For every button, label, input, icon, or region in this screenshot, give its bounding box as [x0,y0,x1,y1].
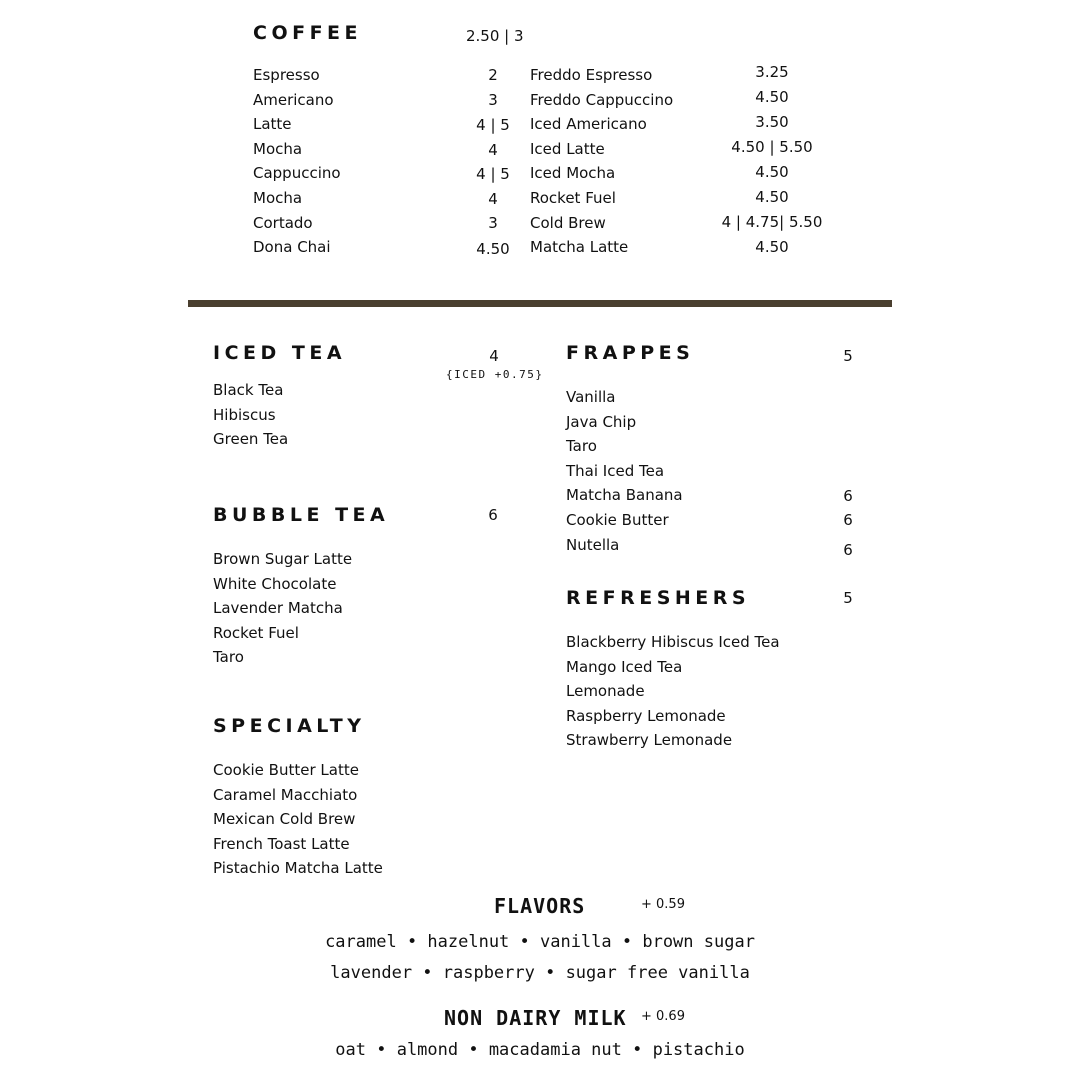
item-price: 4.50 [755,88,789,106]
list-item: Black Tea [213,381,284,399]
list-item: Iced Americano [530,115,647,134]
list-item: Latte [253,115,292,134]
flavors-heading: FLAVORS [494,894,586,918]
frappes-price: 5 [843,347,853,365]
item-price: 3 [488,91,498,109]
list-item: Mocha [253,189,303,207]
bubble-tea-price: 6 [488,506,498,524]
coffee-header-price: 2.50 | 3 [466,27,524,45]
iced-tea-price: 4 [489,347,499,365]
coffee-left-prices [463,66,523,276]
list-item: Mexican Cold Brew [213,810,356,829]
refreshers-price: 5 [843,589,853,607]
item-price: 4 | 4.75| 5.50 [721,213,823,231]
item-price: 6 [843,541,853,559]
coffee-heading: COFFEE [253,22,363,44]
list-item: Pistachio Matcha Latte [213,859,383,878]
flavors-line-1: caramel • hazelnut • vanilla • brown sugar [325,932,755,952]
list-item: Green Tea [213,430,289,449]
item-price: 4 | 5 [476,165,510,183]
list-item: Raspberry Lemonade [566,706,726,725]
list-item: Freddo Espresso [530,66,653,84]
item-price: 4.50 [755,188,789,206]
item-price: 4 [488,190,498,208]
list-item: Nutella [566,535,620,554]
list-item: Americano [253,90,334,109]
frappes-list [566,388,766,558]
item-price: 3.25 [755,63,789,81]
item-price: 3 [488,214,498,232]
list-item: French Toast Latte [213,834,350,853]
list-item: Brown Sugar Latte [213,550,353,568]
item-price: 4.50 [755,238,789,256]
frappes-heading: FRAPPES [566,342,695,364]
item-price: 4.50 [476,240,510,258]
list-item: Dona Chai [253,238,331,257]
list-item: Lemonade [566,682,645,701]
item-price: 4 [488,141,498,159]
section-divider [188,300,892,307]
refreshers-list [566,633,826,763]
bubble-tea-list [213,550,433,680]
list-item: Vanilla [566,388,616,406]
list-item: Mango Iced Tea [566,657,683,676]
list-item: Cookie Butter Latte [213,761,359,779]
flavors-price: + 0.59 [641,897,685,912]
bubble-tea-heading: BUBBLE TEA [213,504,390,526]
item-price: 6 [843,511,853,529]
list-item: Blackberry Hibiscus Iced Tea [566,633,780,651]
list-item: Cold Brew [530,213,606,232]
item-price: 6 [843,487,853,505]
frappes-prices [833,487,863,567]
list-item: Lavender Matcha [213,599,343,618]
item-price: 4.50 [755,163,789,181]
list-item: Cappuccino [253,164,341,183]
item-price: 3.50 [755,113,789,131]
coffee-right-list [530,66,730,266]
list-item: White Chocolate [213,574,337,593]
list-item: Iced Mocha [530,164,616,183]
list-item: Rocket Fuel [213,623,299,642]
item-price: 4.50 | 5.50 [731,138,813,156]
list-item: Caramel Macchiato [213,785,358,804]
non-dairy-line: oat • almond • macadamia nut • pistachio [335,1040,745,1060]
list-item: Strawberry Lemonade [566,731,733,750]
list-item: Espresso [253,66,320,84]
list-item: Thai Iced Tea [566,461,665,480]
non-dairy-heading: NON DAIRY MILK [444,1006,627,1030]
list-item: Cookie Butter [566,511,669,529]
list-item: Cortado [253,213,313,232]
list-item: Freddo Cappuccino [530,90,674,109]
list-item: Rocket Fuel [530,189,616,207]
list-item: Matcha Latte [530,238,629,257]
list-item: Java Chip [566,412,637,431]
list-item: Hibiscus [213,405,276,424]
coffee-right-prices [712,63,832,273]
iced-tea-note: {ICED +0.75} [446,368,544,381]
iced-tea-heading: ICED TEA [213,342,347,364]
specialty-list [213,761,453,891]
list-item: Matcha Banana [566,486,683,505]
flavors-line-2: lavender • raspberry • sugar free vanilla [330,963,750,983]
list-item: Taro [213,648,244,667]
specialty-heading: SPECIALTY [213,715,366,737]
list-item: Mocha [253,139,303,158]
item-price: 2 [488,66,498,84]
list-item: Iced Latte [530,139,605,158]
list-item: Taro [566,437,597,456]
item-price: 4 | 5 [476,116,510,134]
iced-tea-list [213,381,413,461]
non-dairy-price: + 0.69 [641,1009,685,1024]
refreshers-heading: REFRESHERS [566,587,751,609]
